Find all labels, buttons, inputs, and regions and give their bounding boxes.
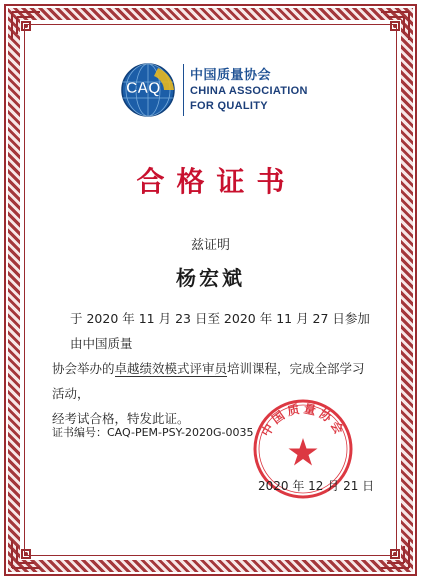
- body-line-2-suffix: 培训课程，完成全部学习活动，: [52, 361, 365, 401]
- certificate-number-label: 证书编号：: [52, 426, 107, 439]
- holder-name: 杨宏斌: [176, 266, 245, 290]
- organization-logo: [120, 60, 320, 120]
- body-line-3: 经考试合格，特发此证。: [52, 411, 190, 426]
- issue-date: 2020 年 12 月 21 日: [258, 479, 375, 493]
- certificate-title: 合格证书: [136, 165, 297, 198]
- logo-abbreviation: CAQ: [126, 80, 161, 97]
- corner-ornament-icon: [377, 536, 411, 570]
- certificate-number-value: CAQ-PEM-PSY-2020G-0035: [107, 426, 254, 439]
- seal-text: 中国质量协会: [258, 401, 348, 439]
- body-line-1: 于 2020 年 11 月 23 日至 2020 年 11 月 27 日参加由中国质量: [70, 311, 370, 351]
- organization-name-en-line1: CHINA ASSOCIATION: [190, 85, 308, 97]
- organization-name-en: [190, 84, 308, 114]
- corner-ornament-icon: [377, 10, 411, 44]
- seal-star-icon: [289, 438, 318, 466]
- svg-text:中国质量协会: [258, 400, 349, 438]
- corner-ornament-icon: [10, 10, 44, 44]
- certify-text: 兹证明: [190, 238, 230, 253]
- certificate-number: [52, 424, 253, 440]
- logo-divider: [183, 64, 184, 116]
- body-line-2-prefix: 协会举办的: [52, 361, 115, 376]
- corner-ornament-icon: [10, 536, 44, 570]
- course-name: 卓越绩效模式评审员: [114, 361, 228, 376]
- organization-name-cn: 中国质量协会: [190, 68, 272, 83]
- organization-name-en-line2: FOR QUALITY: [190, 100, 268, 112]
